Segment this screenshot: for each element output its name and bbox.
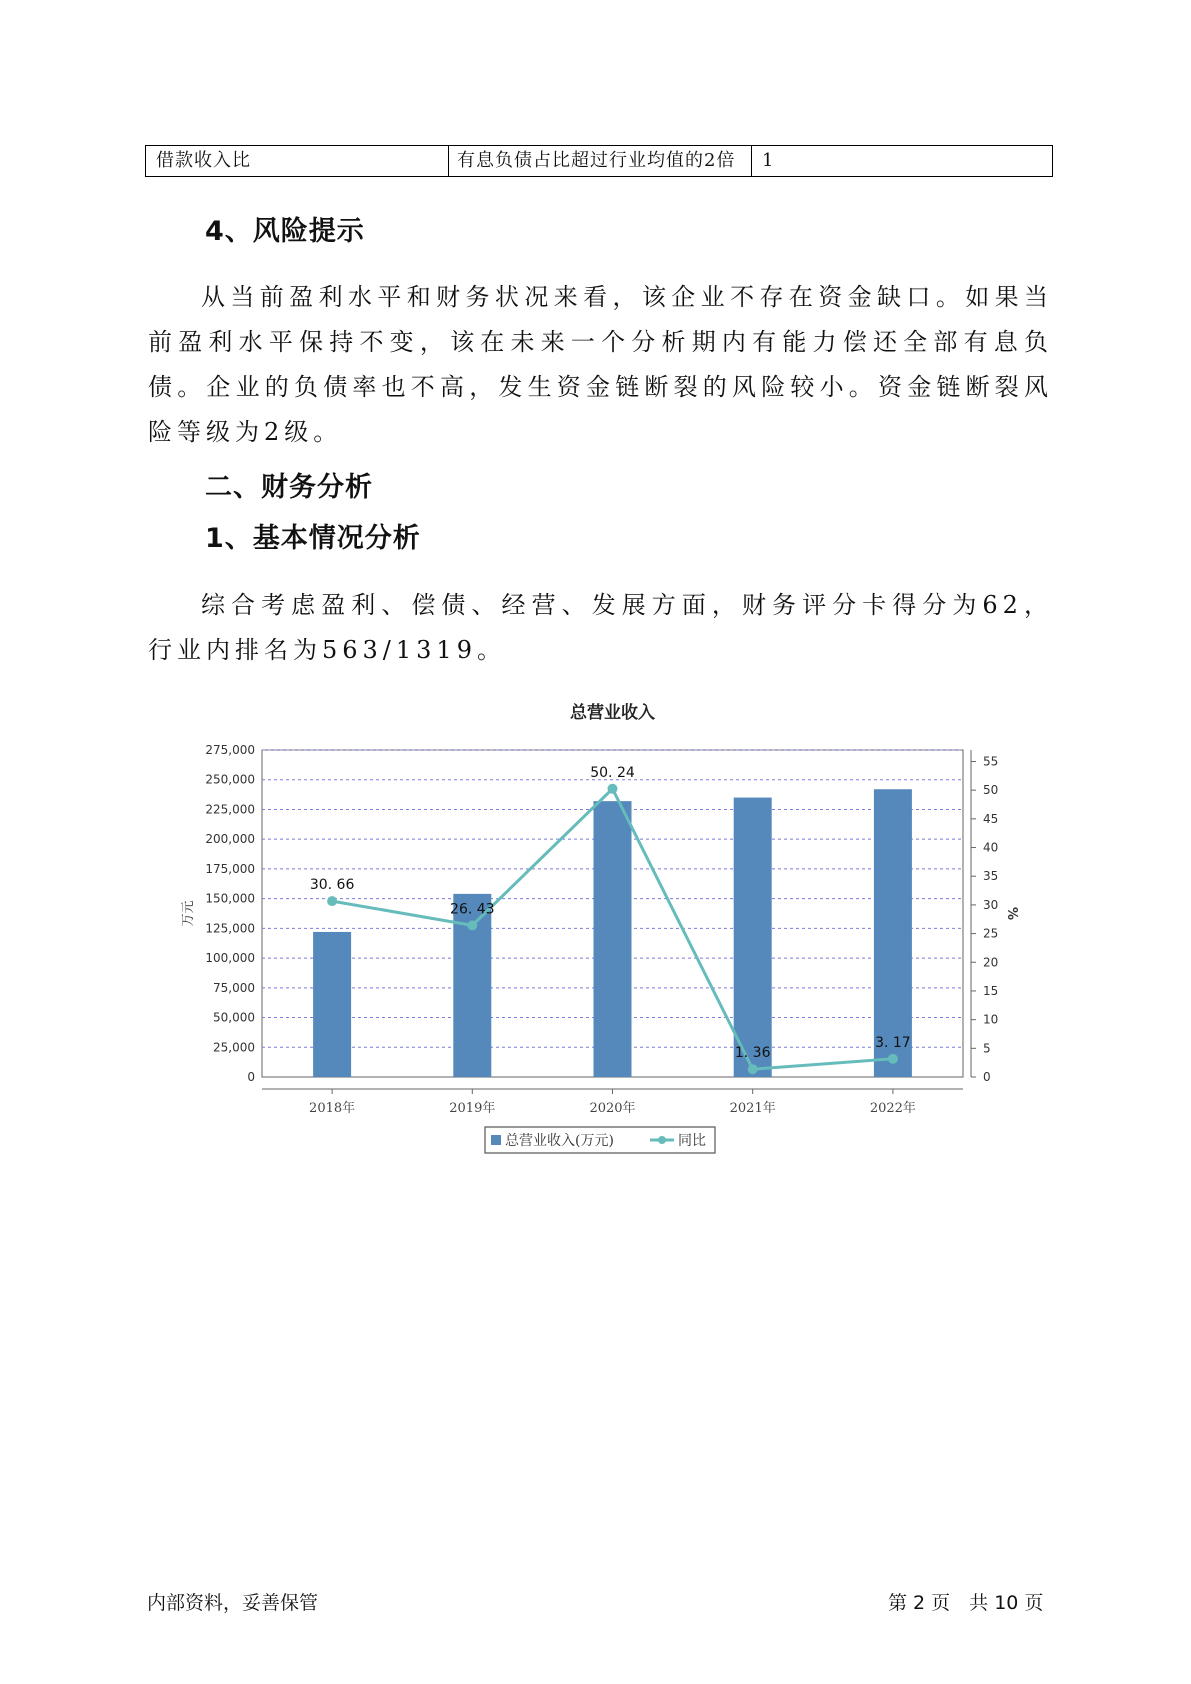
legend-bar-swatch: [491, 1135, 501, 1145]
yoy-point: [608, 784, 618, 794]
chart-title: 总营业收入: [570, 703, 655, 723]
y-left-tick-label: 225,000: [205, 802, 255, 817]
yoy-point: [467, 920, 477, 930]
y-left-tick-label: 250,000: [205, 772, 255, 787]
legend-line-label: 同比: [678, 1133, 706, 1149]
table-cell-indicator: 借款收入比: [146, 146, 449, 176]
y-right-tick-label: 5: [983, 1041, 991, 1056]
revenue-bar: [594, 801, 632, 1077]
section-heading-financial-analysis: 二、财务分析: [205, 472, 373, 503]
revenue-chart: [170, 690, 1030, 1160]
yoy-data-label: 1. 36: [734, 1045, 771, 1062]
y-left-tick-label: 100,000: [205, 951, 255, 966]
y-right-tick-label: 25: [983, 926, 999, 941]
yoy-data-label: 3. 17: [875, 1034, 911, 1051]
legend-line-marker: [658, 1136, 666, 1144]
y-left-tick-label: 0: [247, 1070, 255, 1084]
y-left-tick-label: 175,000: [205, 861, 255, 876]
table-cell-value: 1: [762, 150, 775, 171]
y-right-tick-label: 10: [983, 1012, 999, 1027]
footer-page-number: 第 2 页 共 10 页: [888, 1592, 1044, 1614]
risk-paragraph: 从当前盈利水平和财务状况来看，该企业不存在资金缺口。如果当前盈利水平保持不变，该在未来一个分析期内有能力偿还全部有息负债。企业的负债率也不高，发生资金链断裂的风险较小。资金链断裂风险等级为2级。: [148, 283, 1053, 446]
yoy-point: [748, 1064, 758, 1074]
yoy-point: [888, 1054, 898, 1064]
y-right-tick-label: 35: [983, 869, 999, 884]
y-right-tick-label: 30: [983, 897, 999, 912]
basic-analysis-paragraph: 综合考虑盈利、偿债、经营、发展方面，财务评分卡得分为62，行业内排名为563/1319。: [148, 591, 1053, 664]
yoy-data-label: 50. 24: [590, 764, 635, 781]
y-right-tick-label: 15: [983, 983, 999, 998]
x-tick-label: 2019年: [449, 1101, 496, 1116]
x-tick-label: 2021年: [729, 1101, 776, 1116]
section-heading-risk: 4、风险提示: [205, 216, 365, 247]
legend-bar-label: 总营业收入(万元): [505, 1133, 614, 1149]
revenue-bar: [313, 932, 351, 1077]
y-right-tick-label: 55: [983, 754, 999, 769]
y-left-tick-label: 200,000: [205, 832, 255, 847]
y-left-tick-label: 50,000: [213, 1010, 255, 1025]
y-right-tick-label: 40: [983, 840, 999, 855]
y-left-tick-label: 75,000: [213, 980, 255, 995]
y-left-tick-label: 275,000: [205, 743, 255, 757]
table-cell-condition: 有息负债占比超过行业均值的2倍: [449, 146, 752, 176]
y-right-tick-label: 20: [983, 955, 999, 970]
y-right-axis-label: %: [1004, 906, 1019, 921]
y-left-tick-label: 125,000: [205, 921, 255, 936]
y-right-tick-label: 45: [983, 811, 999, 826]
yoy-data-label: 30. 66: [309, 877, 355, 894]
y-left-tick-label: 150,000: [205, 891, 255, 906]
y-right-tick-label: 50: [983, 783, 999, 798]
revenue-bar: [734, 798, 772, 1077]
y-left-axis-label: 万元: [181, 900, 196, 927]
x-tick-label: 2020年: [589, 1101, 636, 1116]
indicator-table-row: [145, 145, 1053, 177]
yoy-data-label: 26. 43: [450, 901, 495, 918]
section-heading-basic-analysis: 1、基本情况分析: [205, 523, 421, 554]
x-tick-label: 2022年: [869, 1101, 916, 1116]
yoy-point: [327, 896, 337, 906]
footer-confidential: 内部资料，妥善保管: [147, 1592, 319, 1614]
x-tick-label: 2018年: [309, 1101, 356, 1116]
y-left-tick-label: 25,000: [213, 1040, 255, 1055]
y-right-tick-label: 0: [983, 1070, 991, 1084]
